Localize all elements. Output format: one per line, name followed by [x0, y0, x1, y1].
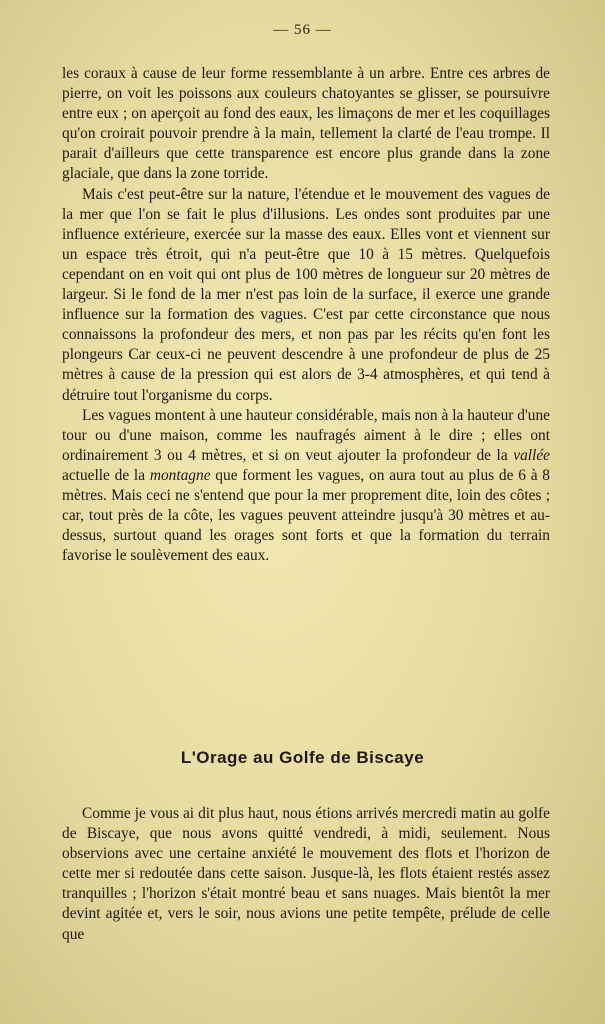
- paragraph-wave-height-part2: actuelle de la: [62, 466, 150, 484]
- italic-vallee: vallée: [513, 446, 550, 464]
- page-number: — 56 —: [273, 22, 332, 38]
- paragraph-wave-height-part3: que forment les vagues, on aura tout au plus de 6 à 8 mètres. Mais ceci ne s'entend que pour la mer proprement dite, loin des côtes ; car, tout près de la côte, les vagues peuvent atteindre jusqu'à 30 mètres et au-dessus, surtout quand les orages sont forts et que la formation du terrain favorise le soulèvement des eaux.: [62, 466, 551, 565]
- paragraph-wave-height: [62, 406, 550, 567]
- section-heading: L'Orage au Golfe de Biscaye: [180, 748, 425, 767]
- body-text: [62, 64, 550, 566]
- section-body-text: [62, 804, 550, 945]
- paragraph-wave-height-part1: Les vagues montent à une hauteur considérable, mais non à la hauteur d'une tour ou d'une maison, comme les naufragés aiment à le dire ; elles ont ordinairement 3 ou 4 mètres, et si on veut ajouter la profondeur de la: [62, 406, 550, 464]
- paragraph-continued: les coraux à cause de leur forme ressemblante à un arbre. Entre ces arbres de pierre, on voit les poissons aux couleurs chatoyantes se glisser, se poursuivre entre eux ; on aperçoit au fond des eaux, les limaçons de mer et les coquillages qu'on croirait pouvoir prendre à la main, tellement la clarté de l'eau trompe. Il parait d'ailleurs que cette transparence est encore plus grande dans la zone glaciale, que dans la zone torride.: [62, 65, 550, 183]
- paragraph-storm: Comme je vous ai dit plus haut, nous étions arrivés mercredi matin au golfe de Biscaye, que nous avons quitté vendredi, à midi, seulement. Nous observions avec une certaine anxiété le mouvement des flots et l'horizon de cette mer si redoutée dans cette saison. Jusque-là, les flots étaient restés assez tranquilles ; l'horizon s'était montré beau et sans nuages. Mais bientôt la mer devint agitée et, vers le soir, nous avions une petite tempête, prélude de celle que: [62, 805, 550, 943]
- italic-montagne: montagne: [149, 466, 211, 484]
- paragraph-waves: Mais c'est peut-être sur la nature, l'étendue et le mouvement des vagues de la mer que l'on se fait le plus d'illusions. Les ondes sont produites par une influence extérieure, exercée sur la masse des eaux. Elles vont et viennent sur un espace très étroit, qui n'a peut-être que 10 à 15 mètres. Quelquefois cependant on en voit qui ont plus de 100 mètres de longueur sur 20 mètres de largeur. Si le fond de la mer n'est pas loin de la surface, il exerce une grande influence sur la formation des vagues. C'est par cette circonstance que nous connaissons la profondeur des mers, et non pas par les récits qu'en font les plongeurs Car ceux-ci ne peuvent descendre à une profondeur de plus de 25 mètres à cause de la pression qui est alors de 3-4 atmosphères, et qui tend à détruire tout l'organisme du corps.: [62, 185, 550, 404]
